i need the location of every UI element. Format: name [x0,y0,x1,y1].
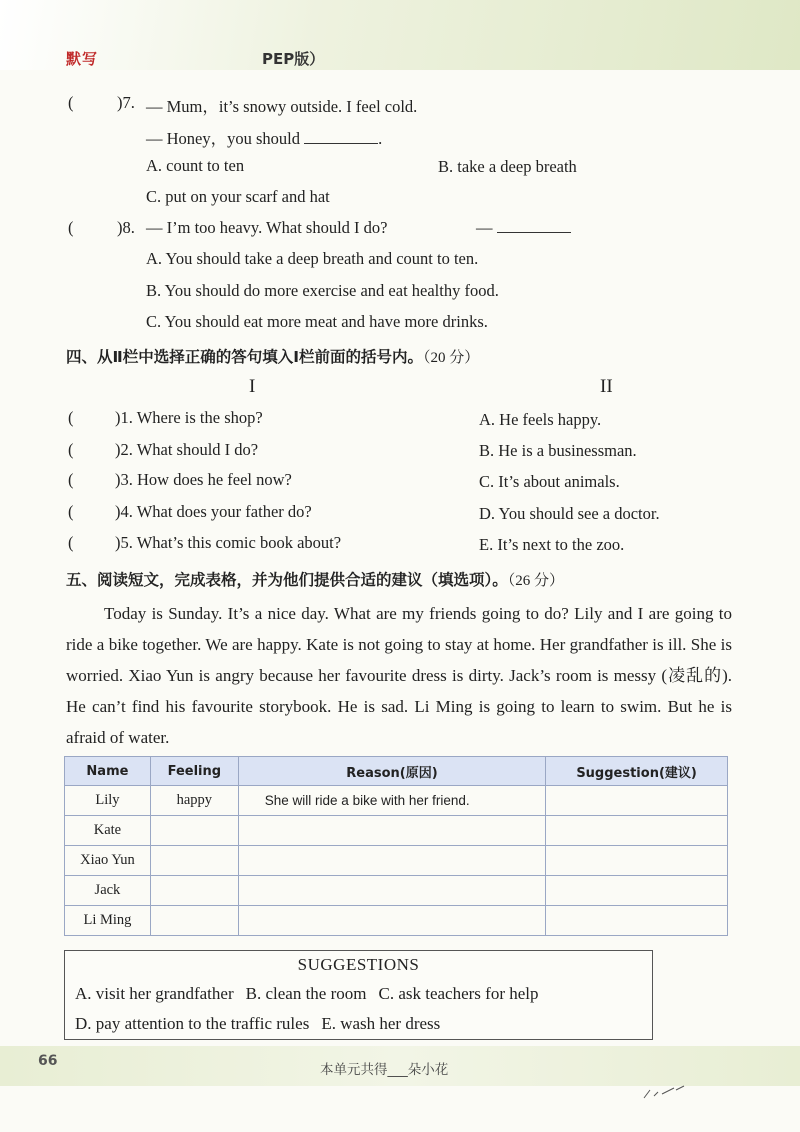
match-question: )4. What does your father do? [115,502,312,521]
table-row [65,846,728,876]
q8-blank[interactable] [497,218,571,233]
info-table [64,756,728,936]
suggestion-cell[interactable] [546,876,728,906]
suggestions-row-1 [75,984,551,1004]
header-right: PEP版） [262,50,325,68]
match-paren[interactable]: ( [68,440,74,459]
q8-line1: — I’m too heavy. What should I do? [146,218,388,237]
suggestion-cell[interactable] [546,816,728,846]
name-cell: Li Ming [65,906,151,936]
header-left: 默写 [66,50,99,68]
reason-cell[interactable] [238,816,545,846]
table-header-reason: Reason(原因) [238,757,545,786]
q8-option-c: C. You should eat more meat and have more drinks. [146,312,488,331]
match-question: )1. Where is the shop? [115,408,263,427]
reason-cell[interactable]: She will ride a bike with her friend. [238,786,545,816]
page-number: 66 [38,1053,58,1069]
q8-option-b: B. You should do more exercise and eat healthy food. [146,281,499,300]
feeling-cell[interactable] [150,906,238,936]
match-answer: B. He is a businessman. [479,441,637,460]
match-question: )5. What’s this comic book about? [115,533,342,552]
feeling-cell[interactable] [150,816,238,846]
q8-answer: — [476,218,571,238]
name-cell: Lily [65,786,151,816]
table-row [65,786,728,816]
table-header-suggestion: Suggestion(建议) [546,757,728,786]
section4-score: （20 分） [422,350,480,366]
q7-option-c: C. put on your scarf and hat [146,187,330,206]
q7-option-b: B. take a deep breath [438,157,577,176]
section5-title: 五、阅读短文，完成表格，并为他们提供合适的建议（填选项）。（26 分） [66,571,565,589]
column-1-heading: I [249,376,256,397]
q8-number: )8. [117,218,135,237]
footer-text: 本单元共得___朵小花 [320,1062,449,1078]
table-header-row [65,757,728,786]
suggestion-cell[interactable] [546,786,728,816]
q7-line1: — Mum，it’s snowy outside. I feel cold. [146,97,418,116]
match-answer: C. It’s about animals. [479,472,620,491]
feeling-cell[interactable] [150,846,238,876]
match-question: )3. How does he feel now? [115,470,292,489]
pencil-scribble-icon [640,1082,710,1102]
name-cell: Kate [65,816,151,846]
q7-line2: — Honey，you should . [146,129,383,148]
table-row [65,876,728,906]
q7-option-a: A. count to ten [146,156,245,175]
match-paren[interactable]: ( [68,408,74,427]
suggestion-a: A. visit her grandfather [75,984,234,1003]
match-paren[interactable]: ( [68,533,74,552]
table-row [65,906,728,936]
suggestion-d: D. pay attention to the traffic rules [75,1014,310,1033]
suggestion-cell[interactable] [546,846,728,876]
reading-passage: Today is Sunday. It’s a nice day. What are my friends going to do? Lily and I are going to ride a bike together. We are happy. Kate is not going to stay at home. Her grandfather is ill. She is worried. Xiao Yun is angry because her favourite dress is dirty. Jack’s room is messy (凌乱的). He can’t find his favourite storybook. He is sad. Li Ming is going to learn to swim. But he is afraid of water. [66,604,732,747]
feeling-cell[interactable] [150,876,238,906]
section4-title: 四、从Ⅱ栏中选择正确的答句填入Ⅰ栏前面的括号内。（20 分） [66,348,480,366]
match-paren[interactable]: ( [68,470,74,489]
suggestion-c: C. ask teachers for help [378,984,539,1003]
reason-cell[interactable] [238,906,545,936]
q8-paren[interactable]: ( [68,218,74,237]
suggestions-row-2 [75,1014,452,1034]
name-cell: Xiao Yun [65,846,151,876]
q7-blank[interactable] [304,129,378,144]
q8-option-a: A. You should take a deep breath and count to ten. [146,249,479,268]
table-header-feeling: Feeling [150,757,238,786]
suggestions-title: SUGGESTIONS [297,955,420,974]
reason-cell[interactable] [238,846,545,876]
q7-paren[interactable]: ( [68,93,74,112]
q7-number: )7. [117,93,135,112]
column-2-heading: II [600,376,613,397]
suggestions-box [64,950,653,1040]
match-paren[interactable]: ( [68,502,74,521]
match-question: )2. What should I do? [115,440,259,459]
match-answer: A. He feels happy. [479,410,602,429]
reason-cell[interactable] [238,876,545,906]
suggestion-b: B. clean the room [245,984,367,1003]
table-row [65,816,728,846]
match-answer: E. It’s next to the zoo. [479,535,625,554]
table-header-name: Name [65,757,151,786]
name-cell: Jack [65,876,151,906]
section5-score: （26 分） [507,573,565,589]
header-band [0,0,800,70]
feeling-cell[interactable]: happy [150,786,238,816]
match-answer: D. You should see a doctor. [479,504,660,523]
suggestion-e: E. wash her dress [321,1014,441,1033]
suggestion-cell[interactable] [546,906,728,936]
